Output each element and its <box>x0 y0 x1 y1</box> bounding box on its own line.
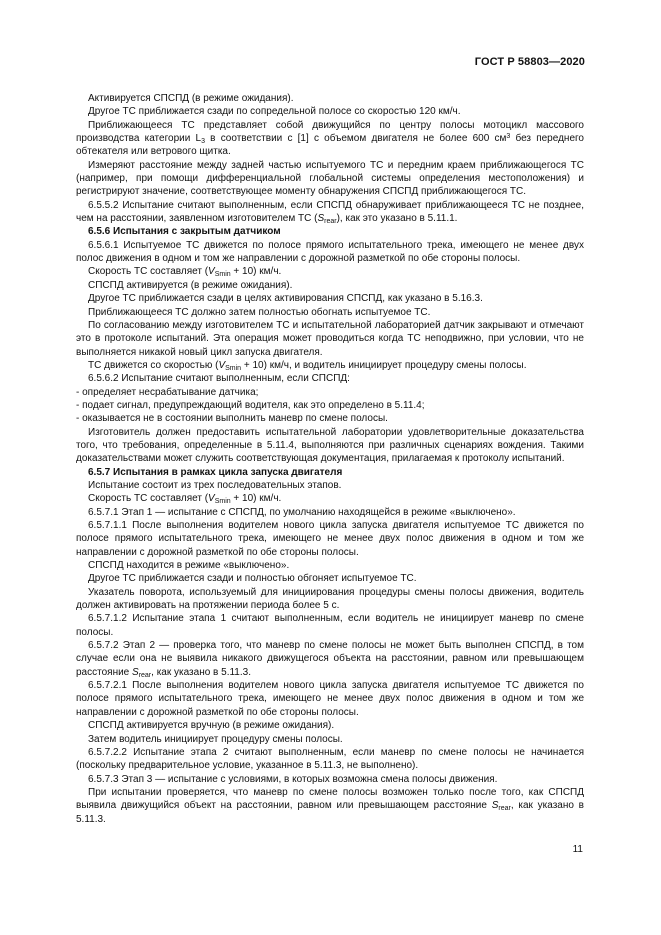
list-item: - подает сигнал, предупреждающий водителя, как это определено в 5.11.4; <box>76 399 425 411</box>
paragraph: 6.5.7.1 Этап 1 — испытание с СПСПД, по умолчанию находящейся в режиме «выключено». <box>88 506 516 518</box>
paragraph: По согласованию между изготовителем ТС и испытательной лабораторией датчик закрывают и отмечают это в протоколе испытаний. Эта операция может проводиться когда ТС неподвижно, при условии, что не выполняется никакой новый цикл запуска двигателя. <box>76 319 584 358</box>
paragraph: Приближающееся ТС представляет собой движущийся по центру полосы мотоцикл массового производства категории $L_3$ в соответствии с [1] с объемом двигателя не более 600 $см^3$ без переднего обтекателя или ветрового щитка. <box>76 119 584 158</box>
paragraph: Изготовитель должен предоставить испытательной лаборатории удовлетворительные доказательства того, что требования, определенные в 5.11.4, выполняются при различных сценариях вождения. Такими доказательствами может служить соответствующая документация, прилагаемая к протоколу испытаний. <box>76 426 584 465</box>
paragraph: 6.5.7.2 Этап 2 — проверка того, что маневр по смене полосы не может быть выполнен СПСПД, в том случае если она не выявила никакого движущегося объекта на расстоянии, равном или превышающем расстояние $S_{rear}$, как указано в 5.11.3. <box>76 640 584 679</box>
paragraph: Указатель поворота, используемый для инициирования процедуры смены полосы движения, водитель должен активировать на протяжении периода более 5 с. <box>76 586 584 612</box>
paragraph: 6.5.7.2.1 После выполнения водителем нового цикла запуска двигателя испытуемое ТС движется по полосе прямого испытательного трека, имеющего не менее двух полос движения в одном и том же направлении с дорожной разметкой по обе стороны полосы. <box>76 680 584 718</box>
paragraph: При испытании проверяется, что маневр по смене полосы возможен только после того, как СПСПД выявила движущийся объект на расстоянии, равном или превышающем расстояние $S_{rear}$, как указано в 5.11.3. <box>76 786 584 825</box>
paragraph: Скорость ТС составляет $(V_{Smin} + 10)$ км/ч. <box>88 266 282 279</box>
paragraph: 6.5.7.1.1 После выполнения водителем нового цикла запуска двигателя испытуемое ТС движется по полосе прямого испытательного трека, имеющего не менее двух полос движения в одном и том же направлении с дорожной разметкой по обе стороны полосы. <box>76 520 584 558</box>
paragraph: СПСПД находится в режиме «выключено». <box>88 560 290 572</box>
paragraph: Другое ТС приближается сзади по сопредельной полосе со скоростью 120 км/ч. <box>88 106 461 118</box>
paragraph: 6.5.7.2.2 Испытание этапа 2 считают выполненным, если маневр по смене полосы не начинается (поскольку предварительное условие, указанное в 5.11.3, не выполнено). <box>76 746 584 772</box>
paragraph: Испытание состоит из трех последовательных этапов. <box>88 479 342 491</box>
paragraph: Активируется СПСПД (в режиме ожидания). <box>88 93 294 104</box>
paragraph: Другое ТС приближается сзади в целях активирования СПСПД, как указано в 5.16.3. <box>88 293 483 305</box>
document-header: ГОСТ Р 58803—2020 <box>474 56 585 68</box>
paragraph: 6.5.5.2 Испытание считают выполненным, если СПСПД обнаруживает приближающееся ТС не позднее, чем на расстоянии, заявленном изготовителем ТС $(S_{rear})$, как это указано в 5.11.1. <box>76 199 584 226</box>
paragraph: 6.5.7.3 Этап 3 — испытание с условиями, в которых возможна смена полосы движения. <box>88 773 498 785</box>
paragraph: 6.5.6.1 Испытуемое ТС движется по полосе прямого испытательного трека, имеющего не менее двух полос движения в одном и том же направлении с дорожной разметкой по обе стороны полосы. <box>76 239 584 265</box>
section-heading: 6.5.6 Испытания с закрытым датчиком <box>88 226 281 238</box>
section-heading: 6.5.7 Испытания в рамках цикла запуска двигателя <box>88 466 343 478</box>
paragraph: 6.5.7.1.2 Испытание этапа 1 считают выполненным, если водитель не инициирует маневр по смене полосы. <box>76 613 584 638</box>
paragraph: 6.5.6.2 Испытание считают выполненным, если СПСПД: <box>88 373 350 385</box>
list-item: - оказывается не в состоянии выполнить маневр по смене полосы. <box>76 413 388 425</box>
paragraph: Измеряют расстояние между задней частью испытуемого ТС и передним краем приближающегося ТС (например, при помощи дифференциальной глобальной системы определения местоположения) и регистрируют значение, соответствующее моменту обнаружения СПСПД приближающегося ТС. <box>76 159 584 198</box>
page-number: 11 <box>572 844 583 855</box>
document-body <box>76 92 584 826</box>
paragraph: ТС движется со скоростью $(V_{Smin} + 10)$ км/ч, и водитель инициирует процедуру смены полосы. <box>88 359 527 372</box>
paragraph: Скорость ТС составляет $(V_{Smin} + 10)$ км/ч. <box>88 493 282 506</box>
paragraph: Другое ТС приближается сзади и полностью обгоняет испытуемое ТС. <box>88 573 417 585</box>
list-item: - определяет несрабатывание датчика; <box>76 386 259 398</box>
paragraph: СПСПД активируется вручную (в режиме ожидания). <box>88 720 335 732</box>
paragraph: Затем водитель инициирует процедуру смены полосы. <box>88 733 343 745</box>
paragraph: Приближающееся ТС должно затем полностью обогнать испытуемое ТС. <box>88 306 431 318</box>
paragraph: СПСПД активируется (в режиме ожидания). <box>88 279 293 291</box>
